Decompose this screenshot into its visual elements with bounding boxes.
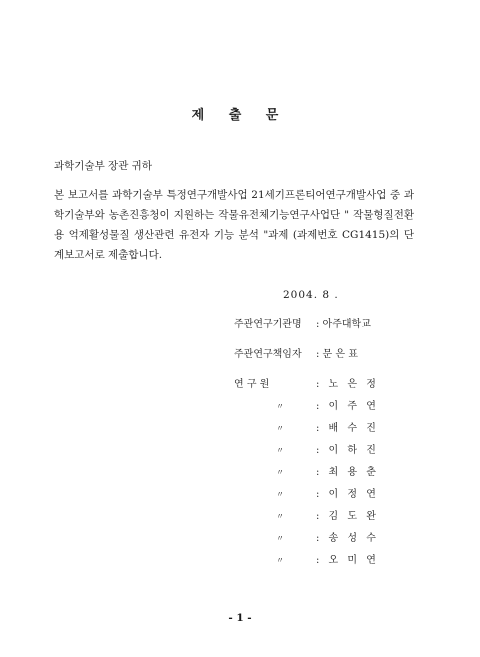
ditto-mark: 〃	[276, 446, 284, 455]
researcher-name: : 최 용 춘	[316, 467, 379, 478]
document-title: 제 출 문	[191, 108, 289, 123]
ditto-mark: 〃	[276, 402, 284, 411]
researcher-name: : 배 수 진	[316, 423, 379, 434]
ditto-mark: 〃	[276, 556, 284, 565]
ditto-mark: 〃	[276, 468, 284, 477]
submission-date: 2004. 8 .	[283, 289, 339, 301]
researcher-name: : 이 주 연	[316, 401, 379, 412]
addressee: 과학기술부 장관 귀하	[54, 160, 152, 172]
lead-label: 주관연구책임자	[234, 349, 302, 360]
ditto-mark: 〃	[276, 512, 284, 521]
researcher-name: : 송 성 수	[316, 533, 379, 544]
lead-value: : 문 은 표	[316, 349, 358, 360]
researcher-name: : 노 은 정	[316, 379, 379, 390]
ditto-mark: 〃	[276, 424, 284, 433]
ditto-mark: 〃	[276, 490, 284, 499]
org-value: : 아주대학교	[316, 319, 371, 330]
researcher-name: : 김 도 완	[316, 511, 379, 522]
page-number: - 1 -	[228, 612, 252, 624]
ditto-mark: 〃	[276, 534, 284, 543]
org-label: 주관연구기관명	[234, 319, 302, 330]
researcher-name: : 오 미 연	[316, 555, 379, 566]
researcher-name: : 이 하 진	[316, 445, 379, 456]
researchers-label: 연 구 원	[234, 379, 270, 390]
submission-body: 본 보고서를 과학기술부 특정연구개발사업 21세기프론티어연구개발사업 중 과학기술부와 농촌진흥청이 지원하는 작물유전체기능연구사업단 " 작물형질전환용 억제활성물질 생산관련 유전자 기능 분석 "과제 (과제번호 CG1415)의 단계보고서로 제출합니다.	[54, 189, 414, 261]
researcher-name: : 이 정 연	[316, 489, 379, 500]
